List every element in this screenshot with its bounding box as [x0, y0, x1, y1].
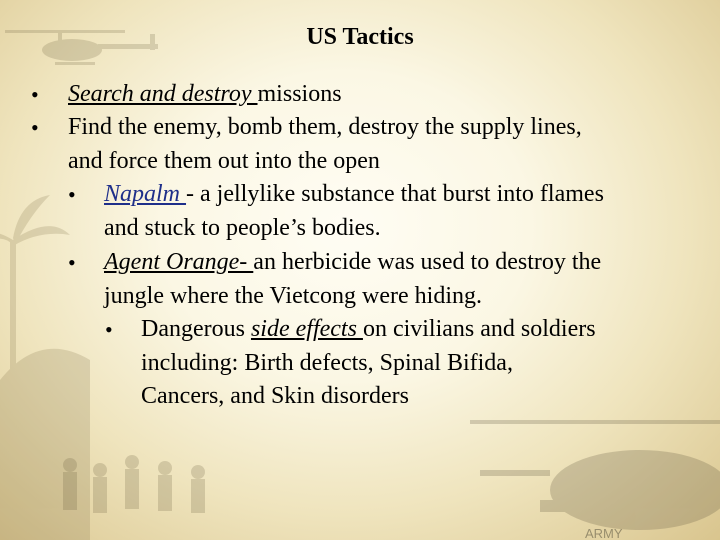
bullet-agent-orange-line2: jungle where the Vietcong were hiding.: [104, 283, 482, 309]
bullet-search-and-destroy: [68, 78, 342, 112]
army-watermark: ARMY: [585, 526, 623, 540]
bullet-napalm-line2: and stuck to people’s bodies.: [104, 215, 381, 241]
bullet-icon: •: [68, 250, 76, 275]
keyword-napalm: Napalm: [104, 181, 187, 207]
bullet-icon: •: [31, 115, 39, 140]
helicopter-silhouette-icon: [470, 420, 720, 530]
bullet-napalm-line1: [104, 178, 604, 212]
bullet-icon: •: [105, 317, 113, 342]
bullet-find-the-enemy-line2: and force them out into the open: [68, 148, 380, 174]
bullet-text: - a jellylike substance that burst into flames: [186, 181, 604, 207]
bullet-side-effects-line1: [141, 313, 596, 347]
bullet-find-the-enemy-line1: Find the enemy, bomb them, destroy the supply lines,: [68, 114, 582, 140]
keyword-side-effects: side effects: [250, 316, 363, 342]
bullet-agent-orange-line1: [104, 246, 601, 280]
bullet-side-effects-line2: including: Birth defects, Spinal Bifida,: [141, 350, 513, 376]
bullet-text: on civilians and soldiers: [362, 316, 596, 342]
bullet-icon: •: [68, 182, 76, 207]
slide-title: US Tactics: [306, 24, 414, 50]
bullet-text: missions: [257, 81, 342, 107]
bullet-icon: •: [31, 82, 39, 107]
keyword-agent-orange: Agent Orange-: [104, 249, 254, 275]
bullet-side-effects-line3: Cancers, and Skin disorders: [141, 383, 409, 409]
bullet-text: an herbicide was used to destroy the: [253, 249, 602, 275]
keyword-search-and-destroy: Search and destroy: [68, 81, 258, 107]
bullet-text: Dangerous: [141, 316, 251, 342]
